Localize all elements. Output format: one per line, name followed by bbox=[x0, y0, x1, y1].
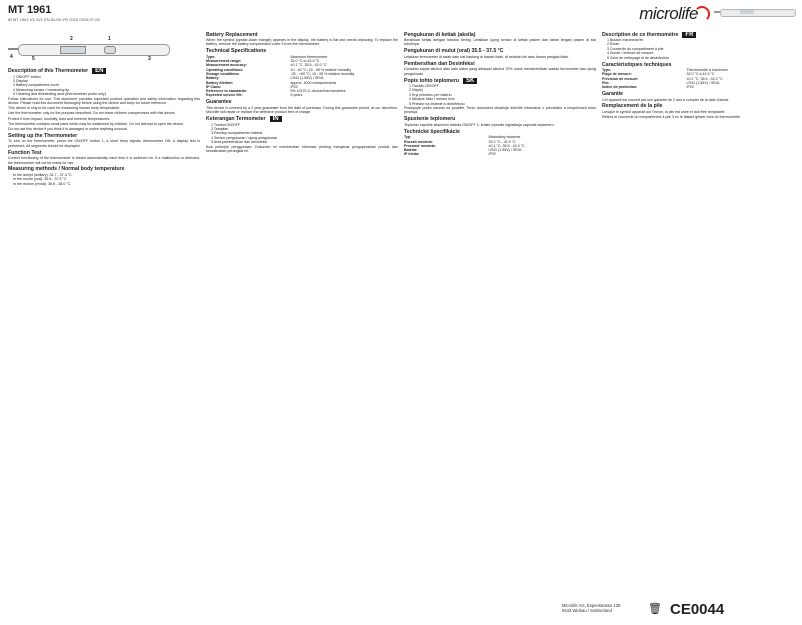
spec-key: Expected service life: bbox=[206, 93, 243, 98]
method-item: • In the armpit (axillary): 34.7 - 37.3 °C bbox=[13, 173, 200, 177]
section-title: Pengukuran di ketiak (aksila) bbox=[404, 31, 476, 38]
document-code: IB MT 1961 V3 4V1 EN-IN-SK-FR 2020 OEM 07-08 bbox=[8, 17, 100, 22]
legend-item: 2 Display bbox=[13, 78, 28, 83]
legend-list bbox=[602, 38, 794, 60]
column-indonesian-slovak bbox=[404, 30, 596, 594]
legend-item: 3 Penutup kompartemen baterai bbox=[211, 131, 263, 136]
language-badge: EN bbox=[92, 68, 106, 74]
language-badge: SK bbox=[463, 78, 477, 84]
spec-value: 5 years bbox=[290, 93, 303, 98]
spec-value: IP22 bbox=[290, 84, 298, 89]
legend-item: 4 Measuring sensor / measuring tip bbox=[13, 87, 70, 92]
legend-item: 3 Kryt priestoru pre batériu bbox=[409, 92, 452, 97]
spec-value: LR41 (1.55V) / SR41 bbox=[686, 80, 720, 85]
legend-item: 3 Couvercle du compartiment à pile bbox=[607, 46, 664, 51]
spec-value: Thermomètre à maximum bbox=[686, 68, 728, 73]
document-header bbox=[8, 4, 794, 28]
section-title-battery: Battery Replacement bbox=[206, 31, 258, 38]
legend-item: 1 ON/OFF button bbox=[13, 74, 41, 79]
legend-item: 2 Tampilan bbox=[211, 127, 229, 131]
paragraph: Teplomer zapnete stlačením tlačidla ON/OFF 1; krátke pípnutie signalizuje zapnutie teplomeru. bbox=[404, 122, 555, 127]
document-footer bbox=[562, 599, 792, 619]
spec-value: EN 12470-3; clinical thermometers bbox=[290, 89, 346, 94]
spec-value: 32.0 °C à 42.9 °C bbox=[686, 72, 715, 77]
legend-list bbox=[404, 84, 596, 106]
section-title-description-in: Keterangan Termometer IN bbox=[206, 116, 398, 122]
paragraph: Letakkan termometer di salah satu sisi kantong di bawah lidah, di sebelah kiri atau kanan pangkal lidah. bbox=[404, 54, 570, 59]
section-title-guarantee: Guarantee bbox=[206, 99, 232, 106]
spec-key: Rozsah merania: bbox=[404, 139, 433, 144]
section-title: Caractéristiques techniques bbox=[602, 61, 672, 68]
spec-key: Typ: bbox=[404, 135, 412, 140]
spec-table bbox=[602, 68, 794, 89]
spec-key: Indice de protection: bbox=[602, 85, 638, 90]
callout-5: 5 bbox=[32, 56, 35, 62]
column-english bbox=[8, 30, 200, 594]
spec-key: Operating conditions: bbox=[206, 67, 244, 72]
thermometer-illustration bbox=[714, 8, 794, 16]
paragraph: The thermometer contains small parts which may be swallowed by children. Do not attempt to open the device. bbox=[8, 121, 185, 126]
spec-value: -25 - +60 °C; 15 - 95 % relative humidity bbox=[290, 72, 355, 76]
language-badge: IN bbox=[270, 116, 282, 122]
spec-key: Type: bbox=[206, 54, 216, 59]
spec-value: Maximum thermometer bbox=[290, 54, 328, 59]
method-item: • In the mouth (oral): 35.5 - 37.5 °C bbox=[13, 177, 200, 181]
spec-value: approx. 4000 measurements bbox=[290, 80, 337, 85]
paragraph: Lorsque le symbol apparaît sur l'écran, la pile est usée et doit être remplacée. bbox=[602, 109, 726, 114]
section-title: Pengukuran di mulut (oral) 35.5 - 37.5 °C bbox=[404, 48, 504, 55]
spec-value: ±0.1 °C, 35.5 - 42.0 °C bbox=[290, 63, 327, 68]
spec-value: LR41 (1.55V) / SR41 bbox=[488, 148, 522, 153]
spec-value: ±0.1 °C, 35.5 - 42.0 °C bbox=[488, 143, 525, 148]
spec-key: Measurement accuracy: bbox=[206, 63, 247, 68]
section-title: Remplacement de la pile bbox=[602, 103, 663, 110]
section-title: Pembersihan dan Desinfeksi bbox=[404, 60, 475, 67]
model-number: MT 1961 bbox=[8, 4, 52, 16]
paragraph: Use the thermometer only for the purpose described. Do not leave children unsupervised with this device. bbox=[8, 111, 176, 116]
brand-logo: microlife bbox=[639, 4, 698, 23]
paragraph: This device is only to be used for measuring human body temperature. bbox=[8, 106, 121, 111]
spec-value: 10 - 40 °C; 15 - 95 % relative humidity bbox=[290, 67, 352, 72]
diagram-body bbox=[18, 44, 170, 56]
spec-key: Type: bbox=[602, 68, 612, 73]
section-title: Garantie bbox=[602, 91, 624, 98]
method-item: • In the rectum (rectal): 36.6 - 38.0 °C bbox=[13, 182, 200, 186]
legend-item: 5 Zone de nettoyage et de désinfection bbox=[607, 55, 670, 60]
section-title-specs: Technical Specifications bbox=[206, 48, 267, 55]
spec-key: Storage conditions: bbox=[206, 72, 240, 76]
paragraph: Postupujte podľa návodu na použitie. Tento dokument obsahuje dôležité informácie o prevádzke a bezpečnosti tohto prístroja. bbox=[404, 106, 596, 115]
legend-item: 2 Écran bbox=[607, 42, 620, 47]
diagram-screen bbox=[60, 46, 86, 54]
legend-list bbox=[8, 75, 200, 97]
paragraph: Do not use this device if you think it is damaged or notice anything unusual. bbox=[8, 126, 128, 131]
callout-1: 1 bbox=[108, 36, 111, 42]
brand-swirl-icon bbox=[694, 6, 710, 22]
paragraph: Protect it from impact, humidity, dust and extreme temperatures. bbox=[8, 116, 110, 121]
spec-key: IP Class: bbox=[206, 84, 222, 89]
paragraph: When the symbol (upside-down triangle) appears in the display, the battery is flat and needs replacing. To replace the battery, remove the battery compartment cover 3 from the thermometer. bbox=[206, 38, 398, 47]
callout-2: 2 bbox=[70, 36, 73, 42]
spec-key: Battery lifetime: bbox=[206, 80, 234, 85]
legend-item: 3 Battery compartment cover bbox=[13, 83, 60, 88]
device-diagram bbox=[8, 32, 200, 66]
spec-row bbox=[206, 93, 398, 97]
spec-key: IP trieda: bbox=[404, 152, 420, 157]
spec-key: Measurement range: bbox=[206, 59, 242, 64]
legend-item: 4 Sonde / embout de mesure bbox=[607, 51, 654, 56]
spec-key: Pile: bbox=[602, 80, 610, 85]
spec-row bbox=[602, 85, 794, 89]
section-title-methods: Measuring methods / Normal body temperature bbox=[8, 166, 125, 173]
spec-value: 32.0 °C to 42.9 °C bbox=[290, 59, 320, 64]
legend-item: 2 Displej bbox=[409, 88, 423, 93]
methods-list bbox=[8, 173, 200, 186]
legend-list bbox=[206, 123, 398, 145]
section-title: Spustenie teplomeru bbox=[404, 116, 456, 123]
paragraph: Ikuti petunjuk penggunaan. Dokumen ini memberikan informasi penting mengenai pengoperasian produk dan keselamatan perangkat ini. bbox=[206, 144, 398, 154]
recycling-bin-icon: 🗑 bbox=[648, 603, 662, 615]
spec-value: 32.0 °C - 42.9 °C bbox=[488, 139, 516, 144]
legend-item: 5 Priestor na čistenie a dezinfekciu bbox=[409, 101, 465, 106]
spec-table bbox=[206, 55, 398, 98]
language-badge: FR bbox=[682, 32, 696, 38]
diagram-button bbox=[104, 46, 116, 54]
manufacturer-address bbox=[562, 603, 620, 613]
column-french bbox=[602, 30, 794, 594]
paragraph: Bersihkan ketiak dengan handuk kering. Letakkan ujung sensor di ketiak pasien dan tahan lengan pasien di sisi tubuhnya. bbox=[404, 38, 596, 47]
thermometer-screen bbox=[740, 10, 754, 14]
spec-value: IP22 bbox=[686, 85, 694, 90]
spec-key: Plage de mesure: bbox=[602, 72, 632, 77]
address-text: Microlife AG, Espenstrasse 139 9443 Widnau / Switzerland bbox=[562, 603, 621, 613]
spec-row bbox=[404, 152, 596, 156]
legend-item: 4 Sensor pengukuran / ujung pengukuran bbox=[211, 135, 278, 140]
legend-item: 4 Meracie čidlo / merací hrot bbox=[409, 97, 455, 102]
paragraph: Correct functioning of the thermometer is tested automatically each time it is switched on. If a malfunction is detected, the thermometer will not be ready for use. bbox=[8, 156, 200, 165]
section-title-description-fr: Description de ce thermomètre FR bbox=[602, 32, 794, 38]
legend-item: 1 Tombol ON/OFF bbox=[211, 122, 241, 127]
column-english-indonesian bbox=[206, 30, 398, 594]
spec-key: Précision de mesure: bbox=[602, 76, 639, 81]
spec-value: IP22 bbox=[488, 152, 496, 157]
paragraph: To turn on the thermometer, press the ON/OFF button 1; a short beep signals thermometer ON. A display test is performed. All segments should be displayed. bbox=[8, 139, 200, 148]
ce-mark: CE0044 bbox=[670, 601, 725, 618]
legend-item: 5 Cleaning and disinfecting area (thermometer probe only) bbox=[13, 92, 106, 97]
spec-key: Presnosť merania: bbox=[404, 143, 436, 148]
paragraph: Cet appareil est couvert par une garantie de 2 ans à compter de la date d'achat. bbox=[602, 97, 730, 102]
spec-key: Batéria: bbox=[404, 148, 418, 153]
section-title-setup: Setting up the Thermometer bbox=[8, 132, 78, 139]
legend-item: 1 Tlačidlo ON/OFF bbox=[409, 84, 439, 89]
document-columns bbox=[8, 30, 794, 594]
legend-item: 1 Bouton marche/arrêt bbox=[607, 38, 643, 42]
paragraph: Retirez le couvercle du compartiment à pile 3 en le faisant glisser hors du thermomètre. bbox=[602, 115, 742, 120]
spec-value: LR41 (1.55V) / SR41 bbox=[290, 76, 324, 81]
paragraph: Follow instructions for use. This document provides important product operation and safety information regarding this device. Please read this document thoroughly before using the device and keep for future reference. bbox=[8, 96, 200, 105]
paragraph: This device is covered by a 2 year guarantee from the date of purchase. During this guarantee period, at our discretion, Microlife will repair or replace the defective product free of charge. bbox=[206, 105, 398, 115]
paragraph: Gunakan kapas alkohol atau kain katun yang dibasahi alkohol 70% untuk membersihkan wadah termometer dan ujung pengukuran. bbox=[404, 67, 596, 76]
legend-item: 5 Area pembersihan dan desinfeksi bbox=[211, 140, 268, 145]
section-title-function-test: Function Test bbox=[8, 149, 42, 156]
section-title: Technické špecifikácie bbox=[404, 128, 460, 135]
section-title-description-sk: Popis tohto teplomeru SK bbox=[404, 78, 596, 84]
spec-key: Battery: bbox=[206, 76, 220, 81]
spec-value: ±0.1 °C, 35.5 - 42.0 °C bbox=[686, 76, 723, 81]
spec-value: Maximálny teplomer bbox=[488, 135, 521, 140]
section-title-description: Description of this Thermometer EN bbox=[8, 68, 200, 74]
callout-3: 3 bbox=[148, 56, 151, 62]
callout-4: 4 bbox=[10, 54, 13, 60]
thermometer-body bbox=[720, 9, 796, 17]
spec-key: Reference to standards: bbox=[206, 89, 248, 94]
spec-table bbox=[404, 135, 596, 156]
